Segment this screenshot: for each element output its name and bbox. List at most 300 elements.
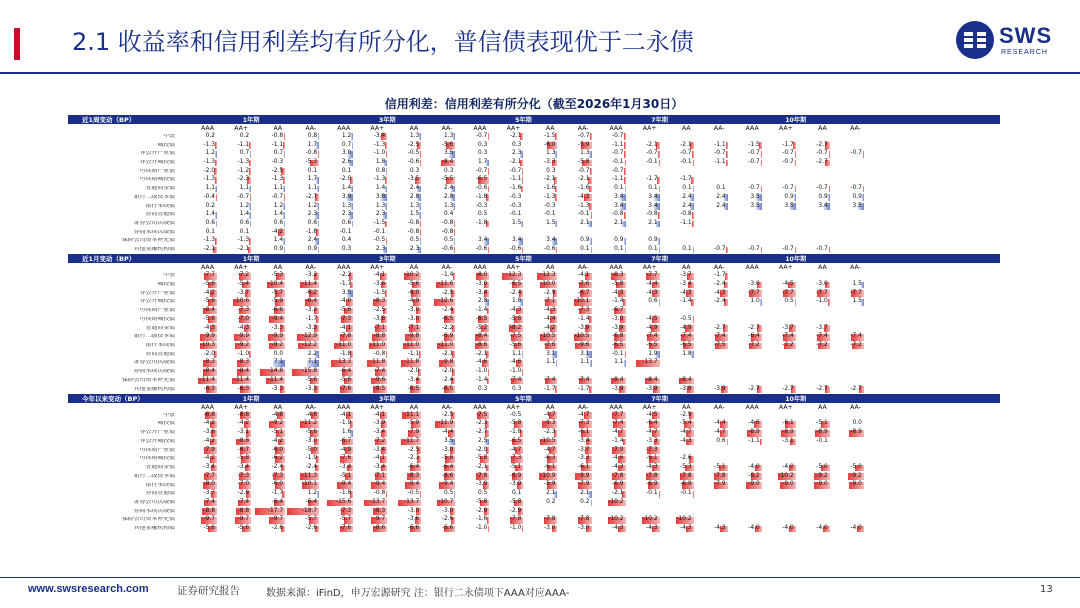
spread-value: -6.6 [271,307,284,314]
spread-value: -11.8 [370,359,386,366]
spread-value: -4.7 [543,411,556,418]
spread-cell [455,368,489,377]
spread-value: -1.0 [373,150,386,157]
spread-cell [557,342,591,351]
spread-value: -7.3 [339,315,352,322]
spread-cell [217,220,251,229]
spread-value: 1.7 [307,176,318,183]
spread-cell [966,202,1000,211]
spread-table-panel [68,95,1000,577]
spread-cell [830,211,864,220]
spread-value: 1.3 [443,202,454,209]
spread-cell [694,246,728,255]
spread-value: -2.9 [509,507,522,514]
spread-cell [183,141,217,150]
spread-value: -5.0 [850,464,862,471]
spread-value: -4.0 [782,525,794,532]
spread-value: -3.9 [475,481,488,488]
spread-value: 3.5 [750,193,760,200]
spread-cell [421,315,455,324]
spread-value: -5.1 [509,464,522,471]
spread-cell [455,377,489,386]
spread-value: -5.1 [714,464,726,471]
spread-cell [285,377,319,386]
spread-value: 0.3 [512,385,522,392]
spread-value: -2.0 [339,176,352,183]
spread-value: -2.5 [441,411,454,418]
spread-cell [626,307,660,316]
spread-cell [660,464,694,473]
table-row [68,342,1000,351]
spread-cell [251,472,285,481]
spread-value: -9.9 [578,472,590,479]
report-type: 证券研究报告 [177,585,240,597]
spread-value: 1.1 [580,359,590,366]
spread-value: -10.7 [438,498,454,505]
spread-cell [932,350,966,359]
spread-cell [251,411,285,420]
spread-cell [251,289,285,298]
section-label: 今年以来变动（BP） [82,394,144,403]
spread-value: -7.8 [646,472,658,479]
spread-cell [421,185,455,194]
table-row [68,359,1000,368]
spread-cell [421,150,455,159]
spread-value: -1.8 [475,193,488,200]
spread-value: -6.3 [237,385,250,392]
spread-value: -2.4 [441,376,454,383]
spread-value: -0.7 [850,150,862,157]
spread-cell [592,228,626,237]
table-row [68,429,1000,438]
rating-header: AA [818,403,827,411]
spread-value: -2.0 [475,446,488,453]
spread-value: -7.2 [850,342,862,349]
spread-value: -4.0 [782,464,794,471]
spread-cell [285,499,319,508]
spread-cell [285,411,319,420]
table-row [68,385,1000,394]
spread-cell [728,176,762,185]
spread-value: -9.7 [373,516,386,523]
spread-value: -3.4 [237,464,250,471]
spread-value: -11.2 [301,420,318,427]
spread-cell [319,464,353,473]
spread-value: 0.1 [239,228,250,235]
bond-type-label: 城投债 [157,282,175,288]
spread-cell [796,438,830,447]
spread-value: -0.3 [543,202,556,209]
spread-cell [660,359,694,368]
spread-value: -0.7 [714,246,726,253]
spread-value: 1.3 [443,132,454,139]
spread-cell [830,220,864,229]
spread-value: -0.7 [782,246,794,253]
spread-cell [523,228,557,237]
spread-value: 1.2 [239,202,250,209]
spread-cell [932,159,966,168]
spread-cell [694,228,728,237]
rating-header: AAA [745,403,759,411]
rating-header: AA+ [506,403,521,411]
spread-value: -8.9 [782,429,794,436]
spread-cell [966,307,1000,316]
spread-cell [660,525,694,534]
spread-cell [932,185,966,194]
spread-value: 1.8 [682,350,692,357]
spread-cell [217,342,251,351]
spread-value: 3.4 [512,237,522,244]
spread-cell [932,490,966,499]
spread-cell [728,377,762,386]
spread-value: -9.4 [373,481,386,488]
spread-value: 3.1 [546,350,556,357]
spread-cell [489,516,523,525]
spread-cell [353,281,387,290]
spread-cell [285,193,319,202]
spread-value: -2.0 [441,368,454,375]
spread-value: -5.3 [680,464,692,471]
logo-wordmark: SWS [999,23,1053,48]
spread-cell [285,507,319,516]
spread-cell [217,472,251,481]
spread-value: 0.7 [273,150,284,157]
spread-cell [489,211,523,220]
spread-value: -6.4 [407,464,420,471]
spread-value: 2.5 [478,437,488,444]
spread-value: -13.7 [642,359,658,366]
spread-value: -4.4 [714,420,726,427]
bond-type-label: 可续期城投债 [139,177,175,183]
spread-cell [932,507,966,516]
spread-cell [353,141,387,150]
spread-value: -8.2 [509,324,522,331]
spread-cell [864,289,898,298]
spread-value: -0.8 [407,220,420,226]
spread-value: -8.9 [816,429,828,436]
spread-value: -6.7 [612,307,624,314]
spread-value: 1.6 [341,429,352,436]
spread-cell [319,368,353,377]
spread-value: -9.4 [441,481,454,488]
spread-cell [898,307,932,316]
rating-header: AA- [577,264,589,272]
spread-cell [932,516,966,525]
spread-value: -1.1 [271,141,284,148]
spread-cell [251,464,285,473]
spread-cell [796,464,830,473]
spread-value: 1.7 [307,141,318,148]
spread-cell [694,220,728,229]
spread-value: -2.1 [509,158,522,165]
spread-cell [796,385,830,394]
spread-cell [251,420,285,429]
spread-value: 0.9 [273,246,284,253]
spread-value: -3.3 [646,437,658,444]
spread-value: -4.9 [339,446,352,453]
spread-cell [592,446,626,455]
spread-cell [217,272,251,281]
spread-value: 0.2 [205,202,216,209]
bond-type-label: 可续期城投债 [139,456,175,462]
rating-header: AA [681,264,691,272]
spread-cell [592,307,626,316]
spread-cell [183,324,217,333]
spread-value: -0.5 [373,237,386,244]
spread-cell [251,438,285,447]
spread-cell [285,228,319,237]
spread-value: -12.9 [301,333,318,340]
spread-cell [183,359,217,368]
spread-cell [523,324,557,333]
spread-cell [455,507,489,516]
spread-value: -6.6 [441,525,454,532]
spread-cell [217,324,251,333]
spread-value: 0.1 [512,490,522,497]
bond-type-label: 可续期城投债 [139,316,175,322]
spread-cell [626,202,660,211]
spread-cell [421,307,455,316]
rating-header: AAA [609,264,623,272]
spread-cell [592,350,626,359]
spread-cell [489,150,523,159]
spread-cell [592,490,626,499]
spread-value: -4.0 [816,525,828,532]
spread-cell [455,411,489,420]
spread-value: -6.5 [475,315,488,322]
spread-cell [285,481,319,490]
spread-cell [251,481,285,490]
spread-cell [660,455,694,464]
spread-cell [932,167,966,176]
bond-type-label: 银行二级资本债 [133,194,175,200]
spread-value: -4.3 [646,525,658,532]
spread-cell [864,220,898,229]
spread-value: -5.6 [441,141,454,148]
spread-cell [217,211,251,220]
spread-value: -8.4 [203,368,216,375]
spread-value: -7.8 [612,472,624,479]
spread-cell [728,359,762,368]
spread-value: 0.9 [580,237,590,244]
spread-cell [489,368,523,377]
spread-cell [694,490,728,499]
spread-cell [421,359,455,368]
rating-header: AA+ [234,264,249,272]
rating-header: AA [545,264,555,272]
spread-cell [864,481,898,490]
spread-cell [489,202,523,211]
spread-value: 3.4 [614,202,624,209]
spread-cell [183,429,217,438]
spread-value: 1.2 [307,202,318,209]
spread-cell [592,377,626,386]
spread-cell [455,220,489,229]
spread-cell [830,516,864,525]
spread-cell [932,289,966,298]
table-row [68,507,1000,516]
spread-cell [898,193,932,202]
spread-cell [898,176,932,185]
spread-value: 0.9 [852,193,862,200]
spread-cell [183,472,217,481]
spread-value: 3.4 [648,193,658,200]
spread-cell [557,211,591,220]
spread-cell [217,368,251,377]
spread-cell [183,385,217,394]
spread-value: -13.3 [335,359,352,366]
spread-cell [285,289,319,298]
spread-cell [285,176,319,185]
spread-cell [660,429,694,438]
spread-value: -5.0 [816,464,828,471]
website-link[interactable]: www.swsresearch.com [28,583,149,595]
spread-value: -6.5 [475,176,488,183]
spread-value: -6.1 [543,464,556,471]
spread-cell [864,141,898,150]
spread-value: -0.7 [782,185,794,192]
spread-value: 2.1 [580,490,590,497]
spread-cell [387,455,421,464]
spread-value: -1.7 [680,176,692,183]
spread-cell [557,411,591,420]
bond-type-label: 券商永续次级债 [133,508,175,514]
spread-cell [728,150,762,159]
spread-cell [387,211,421,220]
spread-cell [217,132,251,141]
spread-value: -7.2 [748,342,760,349]
spread-value: 3.8 [375,193,386,200]
spread-cell [762,481,796,490]
spread-value: -0.5 [407,490,420,497]
spread-value: -7.3 [646,446,658,453]
spread-value: -1.9 [305,455,318,462]
spread-cell [864,350,898,359]
spread-cell [864,324,898,333]
spread-cell [626,385,660,394]
spread-value: -3.5 [407,176,420,183]
rating-header-row [68,124,1000,133]
spread-cell [694,193,728,202]
spread-value: 3.9 [341,193,352,200]
spread-value: -6.4 [305,498,318,505]
spread-cell [830,246,864,255]
spread-cell [762,411,796,420]
spread-value: 0.3 [478,141,488,148]
spread-cell [660,420,694,429]
spread-cell [898,446,932,455]
term-header: 7年期 [651,256,668,264]
spread-cell [387,525,421,534]
spread-value: -15.8 [301,368,318,375]
spread-value: -2.5 [407,141,420,148]
spread-cell [898,202,932,211]
spread-cell [251,516,285,525]
spread-value: -3.0 [612,315,624,322]
spread-cell [694,150,728,159]
spread-cell [523,377,557,386]
spread-value: -2.8 [237,490,250,497]
spread-cell [183,298,217,307]
spread-cell [660,324,694,333]
spread-value: -9.0 [816,481,828,488]
spread-value: -9.7 [237,516,250,523]
spread-cell [864,185,898,194]
spread-cell [626,272,660,281]
spread-cell [455,159,489,168]
spread-cell [796,516,830,525]
spread-cell [319,385,353,394]
spread-value: -5.6 [203,298,216,305]
spread-cell [932,176,966,185]
spread-cell [421,385,455,394]
title-accent-bar [14,28,20,60]
spread-value: -5.9 [271,298,284,305]
spread-value: 0.1 [205,228,216,235]
spread-cell [932,342,966,351]
spread-cell [421,499,455,508]
spread-value: -7.4 [203,498,216,505]
spread-cell [251,202,285,211]
spread-cell [660,167,694,176]
spread-table [68,115,1000,577]
spread-value: -11.4 [301,281,318,288]
rating-header: AA- [441,403,453,411]
spread-value: -2.1 [612,490,624,497]
spread-cell [217,490,251,499]
spread-value: -9.0 [782,481,794,488]
spread-cell [762,211,796,220]
spread-value: -1.3 [271,176,284,183]
spread-cell [455,307,489,316]
spread-cell [762,193,796,202]
spread-value: 0.1 [614,185,624,192]
spread-cell [796,368,830,377]
spread-cell [694,185,728,194]
spread-value: -6.9 [646,481,658,488]
spread-cell [762,507,796,516]
spread-cell [217,481,251,490]
rating-header: AA+ [234,124,249,132]
spread-cell [387,377,421,386]
rating-header: AA- [305,124,317,132]
spread-cell [251,159,285,168]
spread-cell [694,167,728,176]
spread-cell [421,342,455,351]
spread-cell [251,167,285,176]
spread-value: -7.2 [237,272,250,279]
spread-cell [966,516,1000,525]
spread-value: 0.1 [614,246,624,253]
spread-cell [728,193,762,202]
spread-value: -6.5 [509,281,522,288]
spread-cell [898,228,932,237]
spread-cell [251,246,285,255]
spread-value: -7.3 [237,307,250,314]
spread-cell [455,438,489,447]
spread-cell [387,490,421,499]
spread-cell [285,298,319,307]
spread-value: 2.4 [716,193,726,200]
spread-value: -0.7 [714,150,726,157]
spread-cell [728,272,762,281]
table-row [68,272,1000,281]
spread-value: -5.9 [543,481,556,488]
spread-cell [455,333,489,342]
table-row [68,237,1000,246]
spread-cell [626,211,660,220]
spread-cell [966,359,1000,368]
